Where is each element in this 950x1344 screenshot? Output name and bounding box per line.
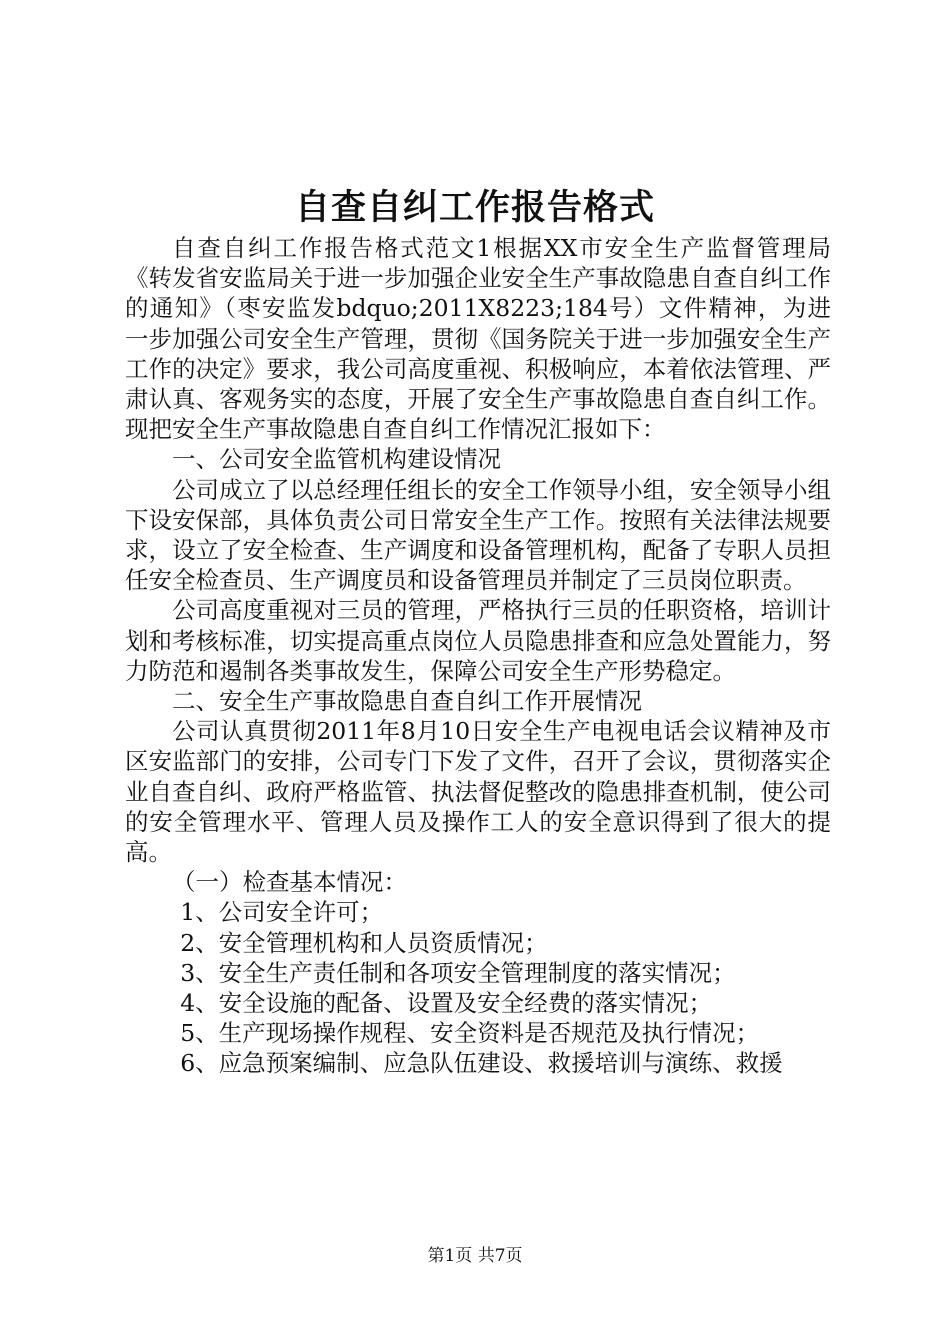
- document-title: 自查自纠工作报告格式: [294, 188, 655, 228]
- section-heading-1: 一、公司安全监管机构建设情况: [172, 445, 501, 474]
- section-heading-2: 二、安全生产事故隐患自查自纠工作开展情况: [172, 687, 642, 716]
- list-item-5: 5、生产现场操作规程、安全资料是否规范及执行情况；: [180, 1019, 760, 1048]
- paragraph-3: 公司认真贯彻2011年8月10日安全生产电视电话会议精神及市区安监部门的安排，公司专门下发了文件，召开了会议，贯彻落实企业自查自纠、政府严格监管、执法督促整改的隐患排查机制，使公司的安全管理水平、管理人员及操作工人的安全意识得到了很大的提高。: [125, 717, 831, 867]
- paragraph-2: 公司高度重视对三员的管理，严格执行三员的任职资格，培训计划和考核标准，切实提高重点岗位人员隐患排查和应急处置能力，努力防范和遏制各类事故发生，保障公司安全生产形势稳定。: [125, 596, 831, 685]
- list-item-6: 6、应急预案编制、应急队伍建设、救援培训与演练、救援: [180, 1049, 783, 1078]
- page-footer: 第1页 共7页: [427, 1246, 523, 1266]
- list-item-3: 3、安全生产责任制和各项安全管理制度的落实情况；: [180, 958, 736, 987]
- list-item-1: 1、公司安全许可；: [180, 898, 384, 927]
- paragraph-intro: 自查自纠工作报告格式范文1根据XX市安全生产监督管理局《转发省安监局关于进一步加强企业安全生产事故隐患自查自纠工作的通知》（枣安监发bdquo;2011X8223;184号）文件精神，为进一步加强公司安全生产管理，贯彻《国务院关于进一步加强安全生产工作的决定》要求，我公司高度重视、积极响应，本着依法管理、严肃认真、客观务实的态度，开展了安全生产事故隐患自查自纠工作。现把安全生产事故隐患自查自纠工作情况汇报如下：: [125, 234, 831, 444]
- document-body: [125, 233, 831, 1079]
- subsection-heading: （一）检查基本情况：: [172, 868, 407, 897]
- list-item-2: 2、安全管理机构和人员资质情况；: [180, 928, 548, 957]
- paragraph-1: 公司成立了以总经理任组长的安全工作领导小组，安全领导小组下设安保部，具体负责公司日常安全生产工作。按照有关法律法规要求，设立了安全检查、生产调度和设备管理机构，配备了专职人员担任安全检查员、生产调度员和设备管理员并制定了三员岗位职责。: [125, 475, 831, 595]
- list-item-4: 4、安全设施的配备、设置及安全经费的落实情况；: [180, 989, 713, 1018]
